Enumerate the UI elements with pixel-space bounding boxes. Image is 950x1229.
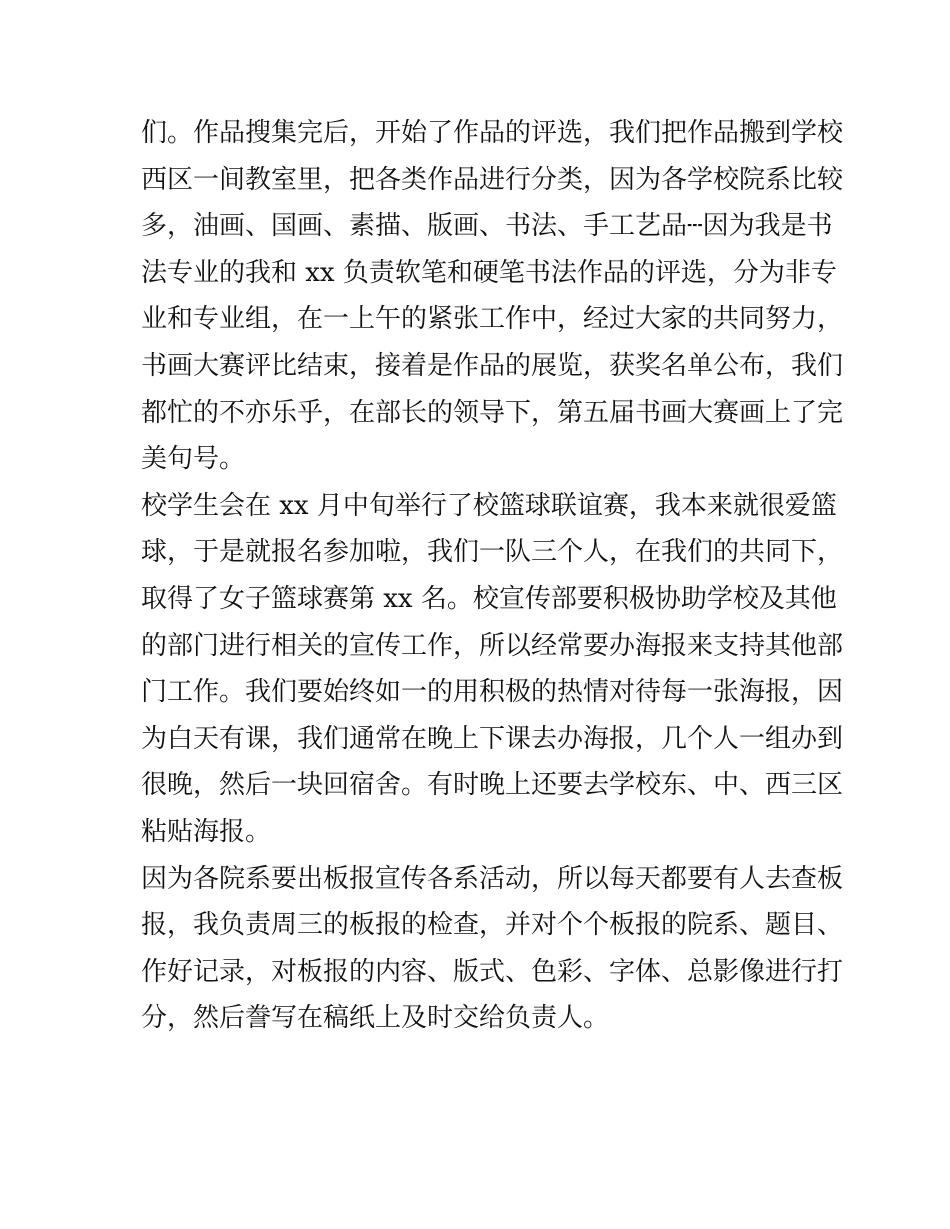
document-body — [141, 110, 844, 1042]
text-line: 多，油画、国画、素描、版画、书法、手工艺品┄因为我是书 — [141, 211, 833, 242]
text-line: 分，然后誊写在稿纸上及时交给负责人。 — [141, 1003, 610, 1034]
text-line: 的部门进行相关的宣传工作，所以经常要办海报来支持其他部 — [141, 630, 844, 661]
text-line: 报，我负责周三的板报的检查，并对个个板报的院系、题目、 — [141, 910, 844, 941]
paragraph-art-competition — [141, 110, 844, 483]
text-line: 作好记录，对板报的内容、版式、色彩、字体、总影像进行打 — [141, 956, 844, 987]
text-line: 们。作品搜集完后，开始了作品的评选，我们把作品搬到学校 — [141, 118, 844, 148]
text-line: 因为各院系要出板报宣传各系活动，所以每天都要有人去查板 — [141, 863, 844, 894]
text-line: 很晚，然后一块回宿舍。有时晚上还要去学校东、中、西三区 — [141, 770, 844, 801]
text-line: 门工作。我们要始终如一的用积极的热情对待每一张海报，因 — [141, 677, 844, 708]
text-line: 取得了女子篮球赛第 xx 名。校宣传部要积极协助学校及其他 — [141, 583, 837, 614]
text-line: 西区一间教室里，把各类作品进行分类，因为各学校院系比较 — [141, 164, 844, 195]
text-line: 都忙的不亦乐乎，在部长的领导下，第五届书画大赛画上了完 — [141, 397, 844, 428]
text-line: 法专业的我和 xx 负责软笔和硬笔书法作品的评选，分为非专 — [141, 257, 837, 288]
text-line: 球，于是就报名参加啦，我们一队三个人，在我们的共同下， — [141, 537, 844, 568]
text-line: 业和专业组，在一上午的紧张工作中，经过大家的共同努力， — [141, 304, 844, 335]
text-line: 粘贴海报。 — [141, 816, 272, 847]
text-line: 为白天有课，我们通常在晚上下课去办海报，几个人一组办到 — [141, 723, 844, 754]
paragraph-blackboard-check — [141, 856, 844, 1042]
text-line: 书画大赛评比结束，接着是作品的展览，获奖名单公布，我们 — [141, 350, 844, 381]
paragraph-basketball-posters — [141, 483, 844, 856]
text-line: 美句号。 — [141, 444, 246, 475]
text-line: 校学生会在 xx 月中旬举行了校篮球联谊赛，我本来就很爱篮 — [141, 490, 837, 521]
